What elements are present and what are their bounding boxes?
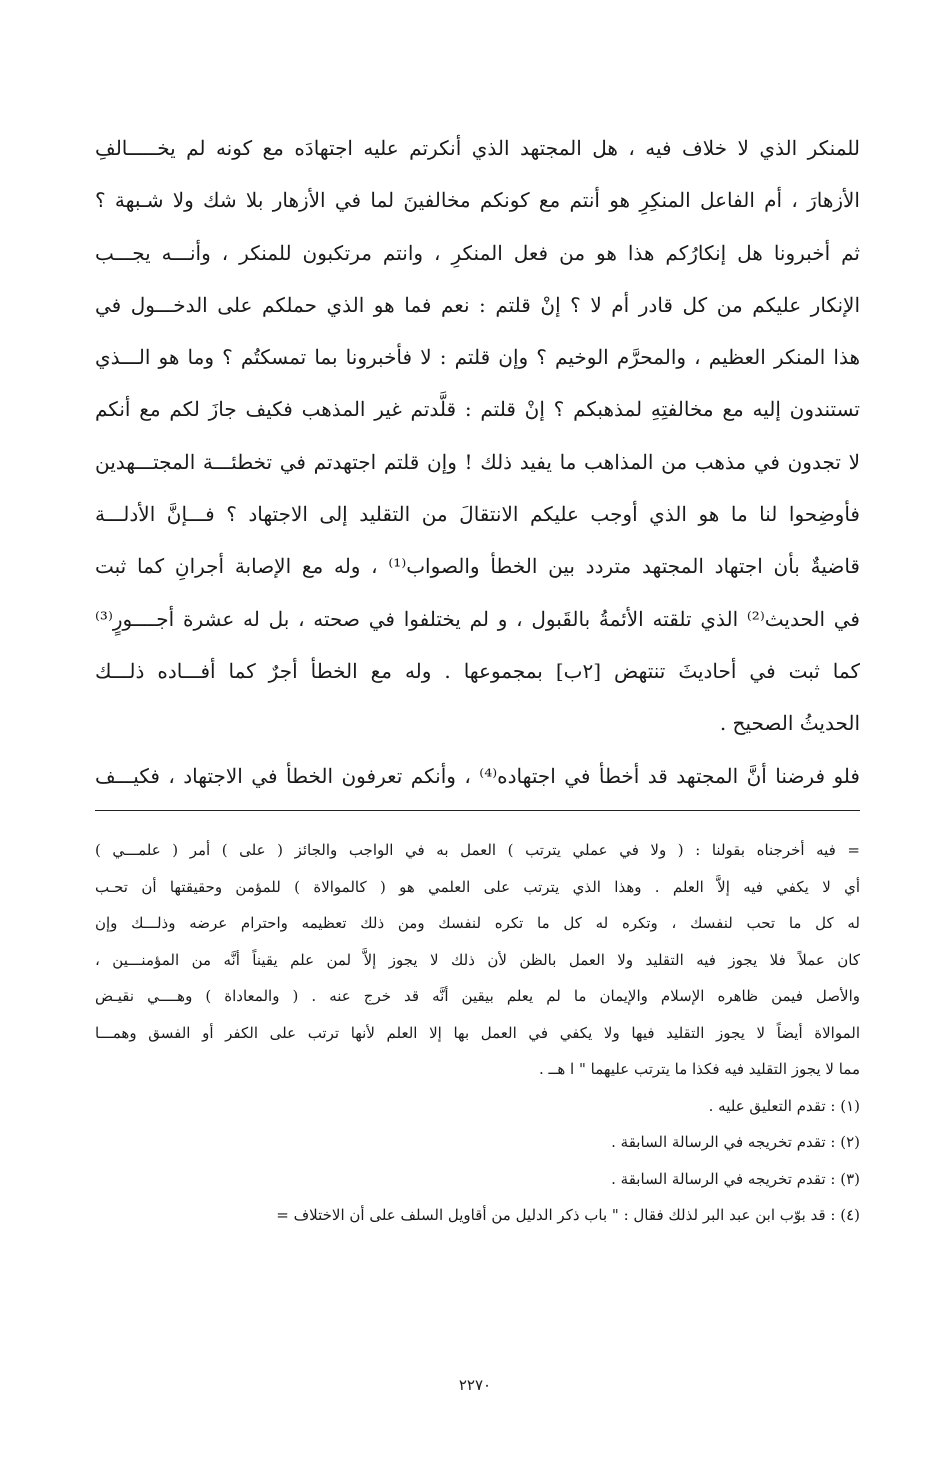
footnote-continuation-line: الموالاة أيضاً لا يجوز التقليد فيها ولا يكفي في العمل بها إلا العلم لأنها ترتب على الكفر أو الفسق وهمـــا — [95, 1023, 860, 1042]
main-text-line: قاضيةٌ بأن اجتهاد المجتهد متردد بين الخطأ والصواب⁽¹⁾ ، وله مع الإصابة أجرانِ كما ثبت — [95, 554, 860, 579]
main-text-line: هذا المنكر العظيم ، والمحرَّم الوخيم ؟ وإن قلتم : لا فأخبرونا بما تمسكتُم ؟ وما هو الـــذي — [95, 345, 860, 370]
footnote-2: (٢) : تقدم تخريجه في الرسالة السابقة . — [611, 1133, 860, 1151]
page-number: ٢٢٧٠ — [458, 1376, 492, 1394]
footnote-continuation-line: مما لا يجوز التقليد فيه فكذا ما يترتب عليهما " ا هــ . — [539, 1060, 860, 1078]
main-text-line: فلو فرضنا أنَّ المجتهد قد أخطأ في اجتهاده⁽⁴⁾ ، وأنكم تعرفون الخطأ في الاجتهاد ، فكيـــف — [95, 763, 860, 788]
main-text-line: كما ثبت في أحاديثَ تنتهض [٢ب] بمجموعها . وله مع الخطأ أجرٌ كما أفـــاده ذلـــك — [95, 658, 860, 683]
main-text-line: ثم أخبرونا هل إنكارُكم هذا هو من فعل المنكرِ ، وانتم مرتكبون للمنكر ، وأنـــه يجـــب — [95, 240, 860, 265]
main-text-line: الحديثُ الصحيح . — [719, 711, 860, 736]
footnote-continuation-line: كان عملاً فلا يجوز فيه التقليد ولا العمل بالظن لأن ذلك لا يجوز إلاَّ لمن علم يقيناً أنَّه من المؤمنـــين ، — [95, 950, 860, 969]
footnotes-section — [95, 832, 860, 1234]
main-text-line: فأوضِحوا لنا ما هو الذي أوجب عليكم الانتقالَ من التقليد إلى الاجتهاد ؟ فـــإنَّ الأدلـــة — [95, 502, 860, 527]
main-text-line: تستندون إليه مع مخالفتِهِ لمذهبكم ؟ إنْ قلتم : قلَّدتم غير المذهب فكيف جازَ لكم مع أنكم — [95, 397, 860, 422]
footnote-3: (٣) : تقدم تخريجه في الرسالة السابقة . — [611, 1169, 860, 1188]
main-text-line: الأزهارَ ، أم الفاعل المنكِرِ هو أنتم مع كونكم مخالفينَ لما في الأزهار بلا شك ولا شـبهة ؟ — [95, 188, 860, 213]
footnote-1: (١) : تقدم التعليق عليه . — [708, 1096, 860, 1115]
main-text-body — [95, 122, 860, 802]
footnote-continuation-line: والأصل فيمن ظاهره الإسلام والإيمان ما لم يعلم بيقين أنَّه قد خرج عنه . ( والمعاداة ) وهــــي نقيـض — [95, 987, 860, 1005]
main-text-line: لا تجدون في مذهب من المذاهب ما يفيد ذلك ! وإن قلتم اجتهدتم في تخطئـــة المجتـــهدين — [95, 449, 860, 474]
footnote-separator — [95, 810, 860, 811]
footnote-continuation-line: = فيه أخرجناه بقولنا : ( ولا في عملي يترتب ) العمل به في الواجب والجائز ( على ) أمر ( علمـــي ) — [95, 841, 860, 859]
main-text-line: الإنكار عليكم من كل قادر أم لا ؟ إنْ قلتم : نعم فما هو الذي حملكم على الدخـــول في — [95, 292, 860, 317]
footnote-4: (٤) : قد بوّب ابن عبد البر لذلك فقال : " باب ذكر الدليل من أقاويل السلف على أن الاختلاف = — [276, 1206, 860, 1224]
main-text-line: في الحديث⁽²⁾ الذي تلقته الأئمةُ بالقَبول ، و لم يختلفوا في صحته ، بل له عشرة أجــــورٍ⁽³⁾ — [95, 606, 860, 631]
footnote-continuation-line: له كل ما تحب لنفسك ، وتكره له كل ما تكره لنفسك ومن ذلك تعظيمه واحترام عرضه وذلـــك وإن — [95, 914, 860, 932]
footnote-continuation-line: أي لا يكفي فيه إلاَّ العلم . وهذا الذي يترتب على العلمي هو ( كالموالاة ) للمؤمن وحقيقتها أن تحـب — [95, 877, 860, 896]
main-text-line: للمنكر الذي لا خلاف فيه ، هل المجتهد الذي أنكرتم عليه اجتهادَه مع كونه لم يخـــــالفِ — [95, 136, 860, 160]
